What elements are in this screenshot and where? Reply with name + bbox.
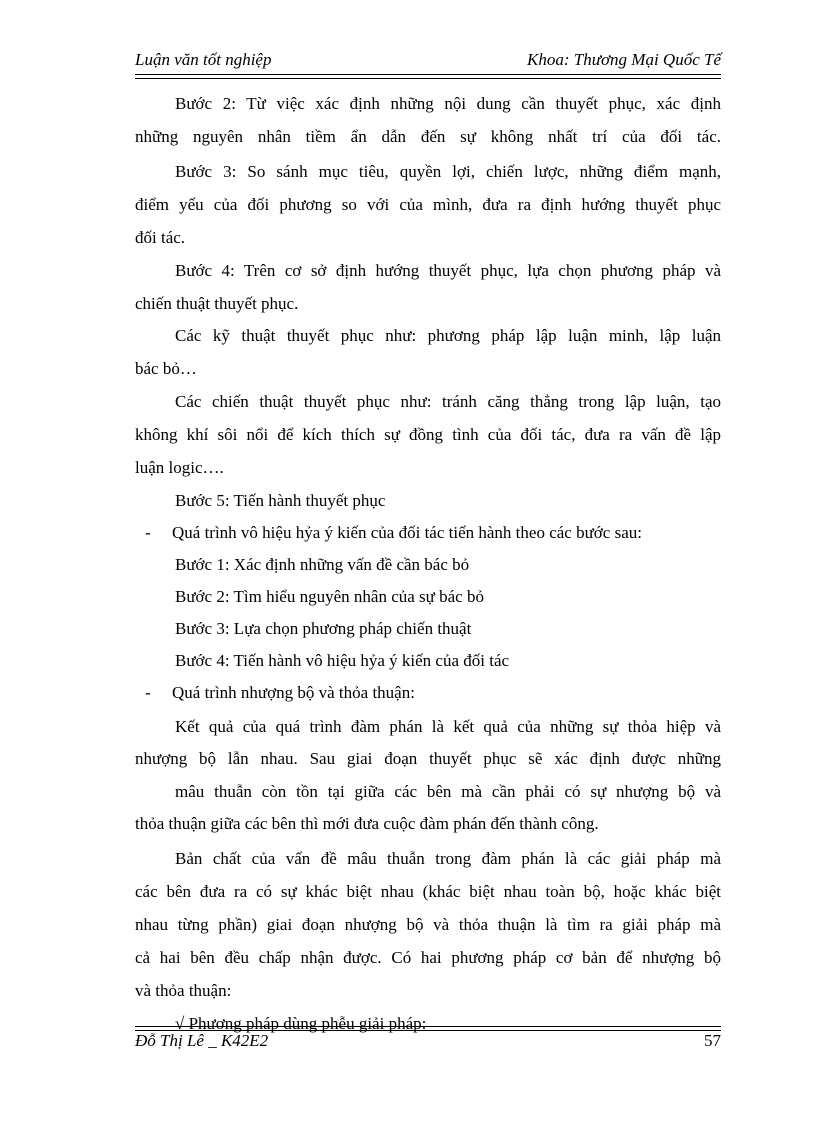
header-faculty: Khoa: Thương Mại Quốc Tế [526,50,721,69]
page-header [135,50,721,74]
page-footer [135,1031,721,1055]
bullet-dash: - [145,523,151,542]
text-line: các bên đưa ra có sự khác biệt nhau (khác biệt nhau toàn bộ, hoặc khác biệt [135,882,721,901]
page-number: 57 [704,1031,721,1050]
text-line: Bước 3: So sánh mục tiêu, quyền lợi, chiến lược, những điểm mạnh, [175,162,721,181]
bullet-text: Quá trình nhượng bộ và thỏa thuận: [172,683,415,702]
header-rule-thin [135,78,721,79]
text-line: những nguyên nhân tiềm ẩn dẫn đến sự không nhất trí của đối tác. [135,127,721,146]
text-line: nhượng bộ lẫn nhau. Sau giai đoạn thuyết phục sẽ xác định được những [135,749,721,768]
text-line: bác bỏ… [135,359,197,378]
text-line: Bước 4: Tiến hành vô hiệu hỷa ý kiến của đối tác [175,651,510,670]
text-line: chiến thuật thuyết phục. [135,294,299,313]
text-line: √ Phương pháp dùng phễu giải pháp: [175,1014,427,1033]
bullet-dash: - [145,683,151,702]
text-line: Các chiến thuật thuyết phục như: tránh căng thẳng trong lập luận, tạo [175,392,721,411]
text-line: Các kỹ thuật thuyết phục như: phương pháp lập luận minh, lập luận [175,326,721,345]
header-thesis-title: Luận văn tốt nghiệp [135,50,272,69]
text-line: đối tác. [135,228,186,247]
text-line: Bản chất của vấn đề mâu thuẫn trong đàm phán là các giải pháp mà [175,849,721,868]
header-rule [135,74,721,75]
text-line: nhau từng phần) giai đoạn nhượng bộ và thỏa thuận là tìm ra giải pháp mà [135,915,721,934]
text-line: không khí sôi nổi để kích thích sự đồng tình của đối tác, đưa ra vấn đề lập [135,425,721,444]
text-line: Bước 2: Tìm hiểu nguyên nhân của sự bác bỏ [175,587,484,606]
text-line: Bước 2: Từ việc xác định những nội dung cần thuyết phục, xác định [175,94,721,113]
text-line: Bước 1: Xác định những vấn đề cần bác bỏ [175,555,470,574]
text-line: luận logic…. [135,458,224,477]
text-line: mâu thuẫn còn tồn tại giữa các bên mà cần phải có sự nhượng bộ và [175,782,721,801]
text-line: điểm yếu của đối phương so với của mình, đưa ra định hướng thuyết phục [135,195,721,214]
text-line: và thỏa thuận: [135,981,232,1000]
footer-rule-thin [135,1026,721,1027]
text-line: Bước 5: Tiến hành thuyết phục [175,491,386,510]
text-line: cả hai bên đều chấp nhận được. Có hai phương pháp cơ bản để nhượng bộ [135,948,721,967]
footer-author: Đỗ Thị Lê _ K42E2 [135,1031,269,1050]
text-line: Bước 3: Lựa chọn phương pháp chiến thuật [175,619,472,638]
text-line: thỏa thuận giữa các bên thì mới đưa cuộc đàm phán đến thành công. [135,814,599,833]
text-line: Kết quả của quá trình đàm phán là kết quả của những sự thỏa hiệp và [175,717,721,736]
text-line: Bước 4: Trên cơ sở định hướng thuyết phục, lựa chọn phương pháp và [175,261,721,280]
bullet-text: Quá trình vô hiệu hỷa ý kiến của đối tác tiến hành theo các bước sau: [172,523,642,542]
